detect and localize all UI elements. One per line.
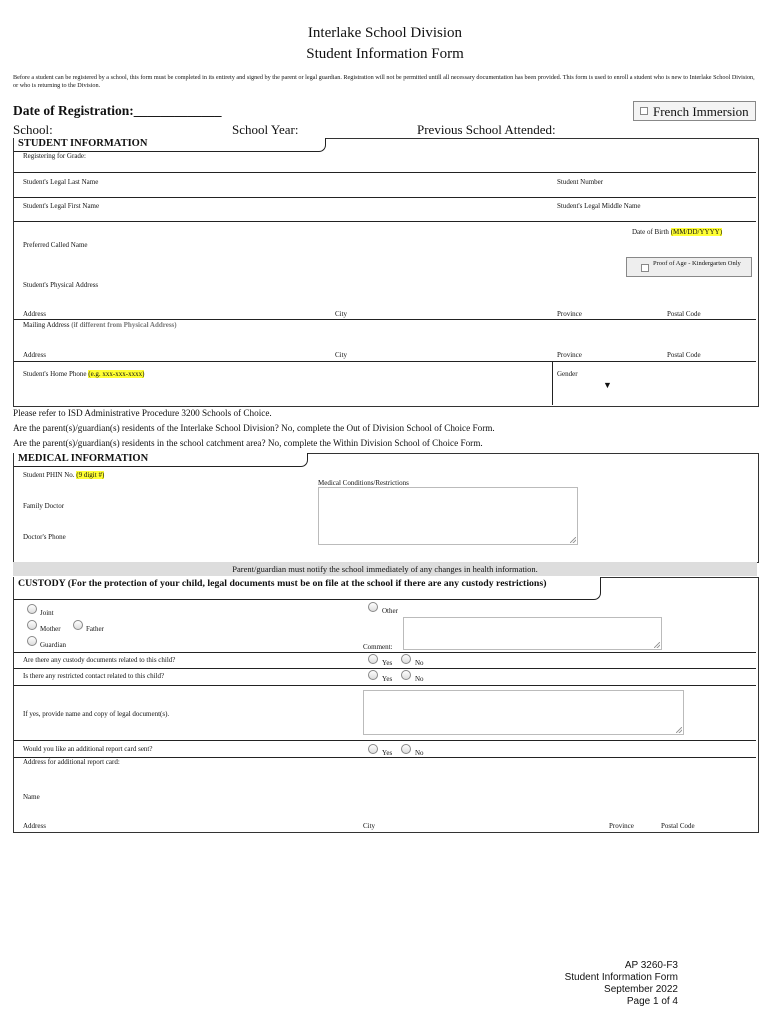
physical-address-label: Student's Physical Address <box>23 281 99 289</box>
divider <box>14 361 756 362</box>
divider <box>14 652 756 653</box>
choice-note-3: Are the parent(s)/guardian(s) residents in the school catchment area? No, complete the Within Division School of Choice Form. <box>13 438 483 448</box>
mailing-city-label: City <box>335 351 348 359</box>
gender-dropdown-arrow-icon[interactable]: ▼ <box>603 380 612 390</box>
proof-of-age-checkbox[interactable] <box>626 257 752 277</box>
custody-tab: CUSTODY (For the protection of your child, legal documents must be on file at the school if there are any custody restrictions) <box>14 577 601 600</box>
other-radio[interactable] <box>368 602 378 612</box>
medical-info-tab: MEDICAL INFORMATION <box>14 453 308 467</box>
choice-note-2: Are the parent(s)/guardian(s) residents of the Interlake School Division? No, complete the Out of Division School of Choice Form. <box>13 423 495 433</box>
home-phone-label: Student's Home Phone (e.g. xxx-xxx-xxxx) <box>23 370 145 378</box>
divider <box>14 757 756 758</box>
report-card-no-label: No <box>415 749 424 757</box>
dob-label: Date of Birth (MM/DD/YYYY) <box>632 228 723 236</box>
proof-of-age-box[interactable] <box>641 264 649 272</box>
grade-label: Registering for Grade: <box>23 152 86 160</box>
custody-docs-yes-radio[interactable] <box>368 654 378 664</box>
mother-radio[interactable] <box>27 620 37 630</box>
restricted-no-label: No <box>415 675 424 683</box>
report-address-label: Address <box>23 822 46 830</box>
divider <box>14 172 756 173</box>
custody-docs-no-radio[interactable] <box>401 654 411 664</box>
report-city-label: City <box>363 822 376 830</box>
family-doctor-label: Family Doctor <box>23 502 65 510</box>
report-card-address-label: Address for additional report card: <box>23 758 120 766</box>
address-label: Address <box>23 310 46 318</box>
divider <box>14 221 756 222</box>
health-notice-banner: Parent/guardian must notify the school immediately of any changes in health information. <box>13 562 757 576</box>
postal-code-label: Postal Code <box>667 310 701 318</box>
province-label: Province <box>557 310 582 318</box>
other-label: Other <box>382 607 398 615</box>
divider <box>14 668 756 669</box>
report-card-yes-label: Yes <box>382 749 393 757</box>
report-province-label: Province <box>609 822 634 830</box>
divider <box>14 197 756 198</box>
custody-docs-no-label: No <box>415 659 424 667</box>
phin-label: Student PHIN No. (9 digit #) <box>23 471 105 479</box>
restricted-yes-label: Yes <box>382 675 393 683</box>
doctor-phone-label: Doctor's Phone <box>23 533 66 541</box>
restricted-yes-radio[interactable] <box>368 670 378 680</box>
divider <box>14 319 756 320</box>
restricted-no-radio[interactable] <box>401 670 411 680</box>
mailing-province-label: Province <box>557 351 582 359</box>
mailing-address-field-label: Address <box>23 351 46 359</box>
father-label: Father <box>86 625 104 633</box>
footer-form-name: Student Information Form <box>564 972 678 983</box>
french-immersion-checkbox[interactable] <box>633 101 756 121</box>
report-card-question: Would you like an additional report card sent? <box>23 745 153 753</box>
medical-conditions-textarea[interactable] <box>318 487 578 545</box>
divider <box>14 685 756 686</box>
first-name-label: Student's Legal First Name <box>23 202 100 210</box>
divider <box>14 740 756 741</box>
page-footer <box>565 960 678 1008</box>
legal-documents-textarea[interactable] <box>363 690 684 735</box>
student-info-tab: STUDENT INFORMATION <box>14 138 326 152</box>
mother-label: Mother <box>40 625 61 633</box>
school-label: School: <box>13 122 53 137</box>
joint-radio[interactable] <box>27 604 37 614</box>
mailing-postal-code-label: Postal Code <box>667 351 701 359</box>
student-number-label: Student Number <box>557 178 604 186</box>
footer-date: September 2022 <box>604 984 678 995</box>
report-name-label: Name <box>23 793 40 801</box>
resize-handle-icon[interactable] <box>654 642 660 648</box>
french-immersion-box[interactable] <box>640 107 648 115</box>
date-of-registration <box>13 103 221 119</box>
form-title-line2: Student Information Form <box>306 46 464 62</box>
date-label: Date of Registration: <box>13 103 134 118</box>
proof-of-age-label: Proof of Age - Kindergarten Only <box>653 260 741 267</box>
middle-name-label: Student's Legal Middle Name <box>557 202 641 210</box>
resize-handle-icon[interactable] <box>570 537 576 543</box>
report-card-no-radio[interactable] <box>401 744 411 754</box>
if-yes-label: If yes, provide name and copy of legal document(s). <box>23 710 170 718</box>
restricted-contact-question: Is there any restricted contact related to this child? <box>23 672 165 680</box>
comment-label: Comment: <box>363 643 393 651</box>
french-immersion-label: French Immersion <box>653 104 749 119</box>
intro-text: Before a student can be registered by a school, this form must be completed in its entirety and signed by the parent or legal guardian. Registration will not be permitted untill all necessary documentation has been provided. This form is used to enroll a student who is new to Interlake School Division, or who is returning to the Division. <box>13 74 755 89</box>
city-label: City <box>335 310 348 318</box>
school-year-label: School Year: <box>232 122 299 137</box>
medical-conditions-label: Medical Conditions/Restrictions <box>318 479 409 487</box>
report-postal-code-label: Postal Code <box>661 822 695 830</box>
custody-documents-question: Are there any custody documents related to this child? <box>23 656 176 664</box>
form-title-line1: Interlake School Division <box>307 25 463 41</box>
custody-comment-textarea[interactable] <box>403 617 662 650</box>
report-card-yes-radio[interactable] <box>368 744 378 754</box>
gender-label: Gender <box>557 370 578 378</box>
date-blank[interactable]: _____________ <box>133 103 222 118</box>
footer-code: AP 3260-F3 <box>624 960 678 971</box>
divider <box>552 361 553 405</box>
previous-school-label: Previous School Attended: <box>417 122 556 137</box>
guardian-radio[interactable] <box>27 636 37 646</box>
joint-label: Joint <box>40 609 54 617</box>
last-name-label: Student's Legal Last Name <box>23 178 99 186</box>
footer-page-number: Page 1 of 4 <box>626 996 678 1007</box>
choice-note-1: Please refer to ISD Administrative Procedure 3200 Schools of Choice. <box>13 408 272 418</box>
preferred-name-label: Preferred Called Name <box>23 241 88 249</box>
guardian-label: Guardian <box>40 641 67 649</box>
mailing-address-label: Mailing Address (if different from Physical Address) <box>23 321 177 329</box>
custody-docs-yes-label: Yes <box>382 659 393 667</box>
resize-handle-icon[interactable] <box>676 727 682 733</box>
father-radio[interactable] <box>73 620 83 630</box>
